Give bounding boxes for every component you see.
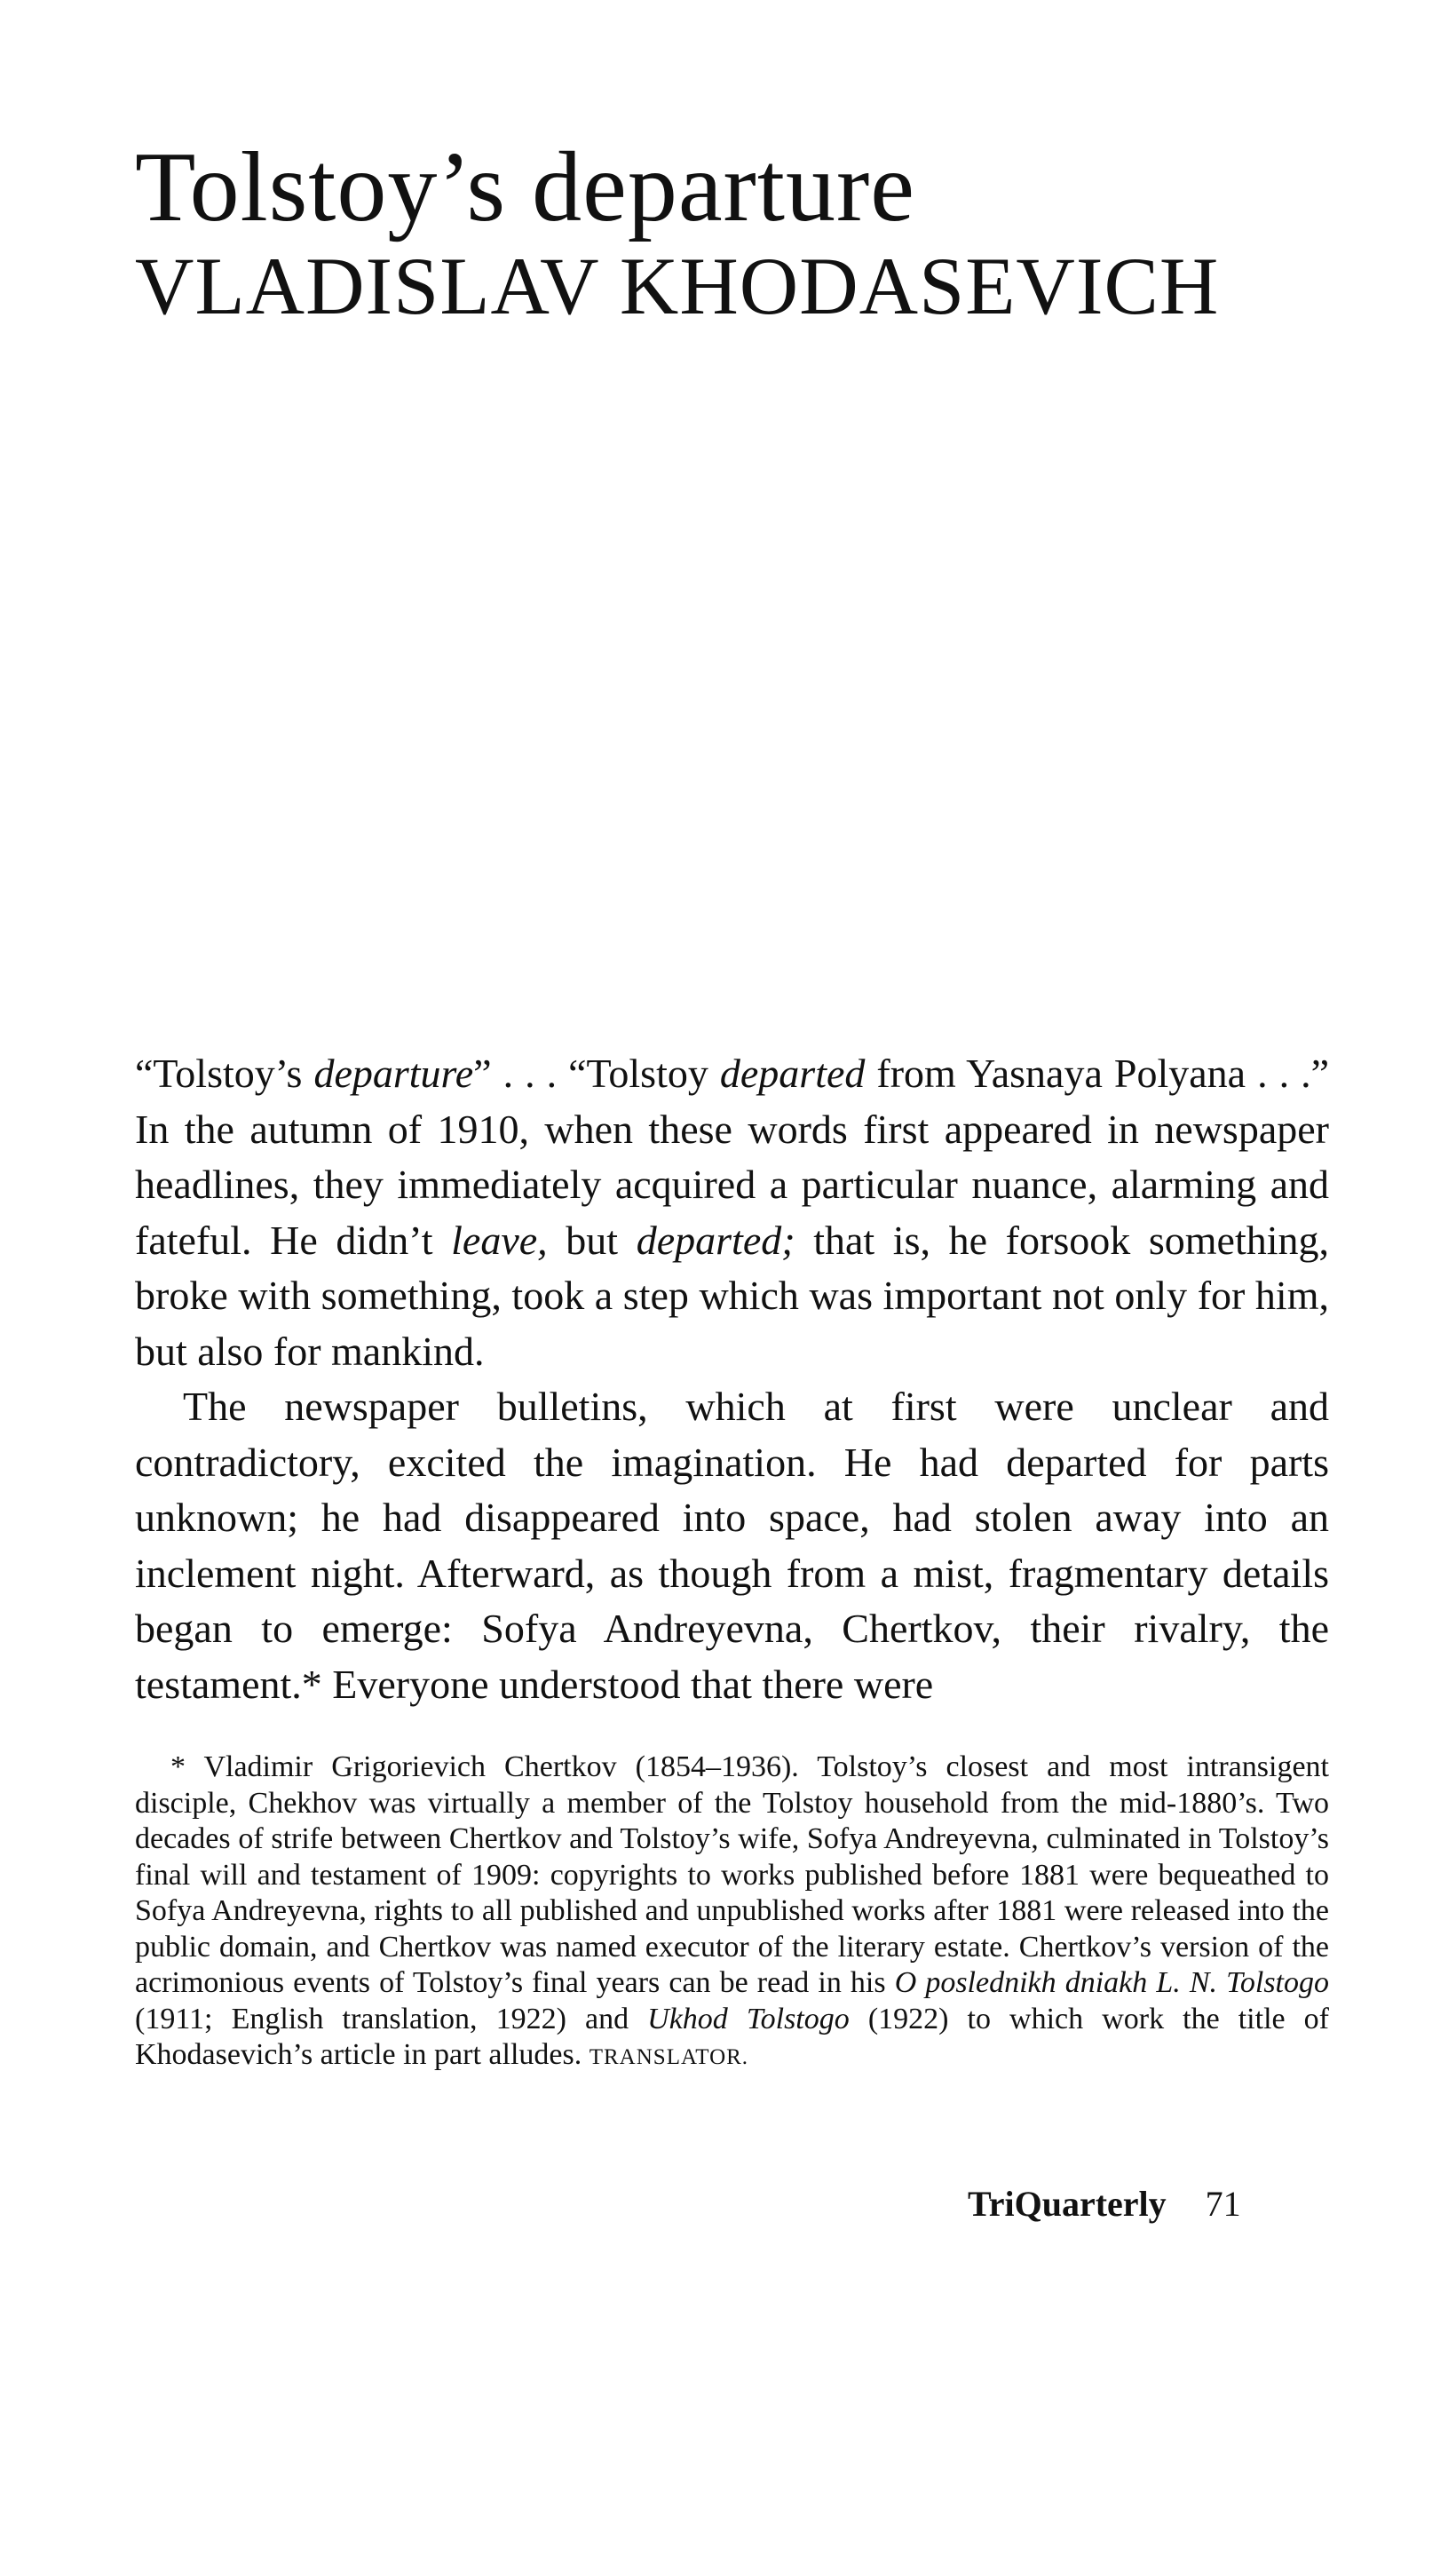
translator-credit: TRANSLATOR.: [589, 2045, 749, 2069]
article-author: VLADISLAV KHODASEVICH: [135, 241, 1220, 331]
body-paragraph-2: The newspaper bulletins, which at first were unclear and contradictory, excited the imagination. He had departed for parts unknown; he had disappeared into space, had stolen away into an inclement night. Afterward, as though from a mist, fragmentary details began to emerge: Sofya Andreyevna, Chertkov, their rivalry, the testament.* Everyone understood that there were: [135, 1384, 1329, 1707]
footnote: [135, 1750, 1329, 2076]
page-footer: [968, 2186, 1241, 2222]
journal-name: TriQuarterly: [968, 2184, 1167, 2224]
footnote-text: * Vladimir Grigorievich Chertkov (1854–1936). Tolstoy’s closest and most intransigent disciple, Chekhov was virtually a member of the Tolstoy household from the mid-1880’s. Two decades of strife between Chertkov and Tolstoy’s wife, Sofya Andreyevna, culminated in Tolstoy’s final will and testament of 1909: copyrights to works published before 1881 were bequeathed to Sofya Andreyevna, rights to all published and unpublished works after 1881 were released into the public domain, and Chertkov was named executor of the literary estate. Chertkov’s version of the acrimonious events of Tolstoy’s final years can be read in his O poslednikh dniakh L. N. Tolstogo (1911; English translation, 1922) and Ukhod Tolstogo (1922) to which work the title of Khodasevich’s article in part alludes. TRANSLATOR.: [135, 1750, 1329, 2071]
body-paragraph-1: “Tolstoy’s departure” . . . “Tolstoy departed from Yasnaya Polyana . . .” In the autumn of 1910, when these words first appeared in newspaper headlines, they immediately acquired a particular nuance, alarming and fateful. He didn’t leave, but departed; that is, he forsook something, broke with something, took a step which was important not only for him, but also for mankind.: [135, 1051, 1330, 1374]
article-body: [135, 1046, 1329, 1712]
page-number: 71: [1205, 2184, 1241, 2224]
article-title: Tolstoy’s departure: [135, 132, 915, 242]
